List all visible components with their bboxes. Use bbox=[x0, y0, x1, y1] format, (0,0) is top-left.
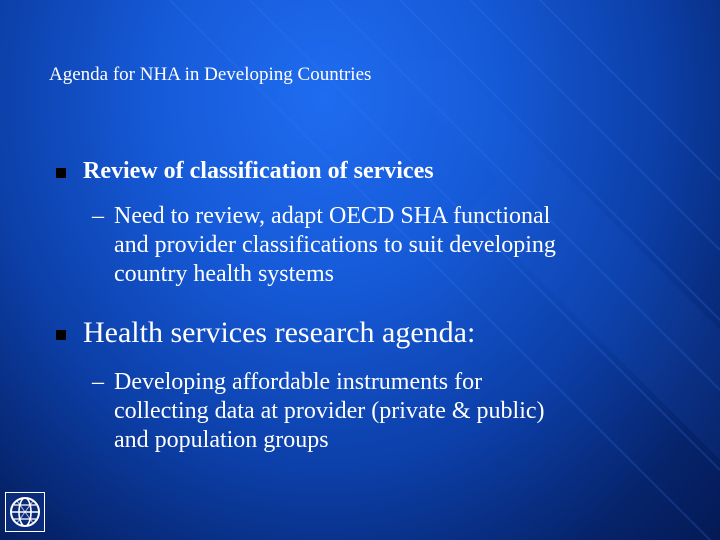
sub-bullet-1-line-2: and provider classifications to suit developing bbox=[114, 232, 556, 258]
square-bullet-icon bbox=[56, 330, 66, 340]
sub-bullet-1-line-3: country health systems bbox=[114, 261, 334, 287]
sub-bullet-2-line-1: Developing affordable instruments for bbox=[114, 369, 483, 395]
slide-title: Agenda for NHA in Developing Countries bbox=[49, 64, 372, 85]
sub-bullet-2-text bbox=[114, 368, 704, 455]
sub-bullet-2-line-2: collecting data at provider (private & public) bbox=[114, 398, 545, 424]
dash-marker: – bbox=[92, 203, 104, 229]
sub-bullet-2-line-3: and population groups bbox=[114, 427, 329, 453]
bullet-item-1: Review of classification of services bbox=[83, 158, 434, 184]
dash-marker: – bbox=[92, 369, 104, 395]
sub-bullet-1-text bbox=[114, 202, 704, 289]
bullet-item-2: Health services research agenda: bbox=[83, 316, 476, 349]
square-bullet-icon bbox=[56, 168, 66, 178]
world-bank-globe-logo-icon bbox=[5, 492, 45, 532]
sub-bullet-1 bbox=[92, 202, 702, 287]
sub-bullet-2 bbox=[92, 368, 702, 453]
sub-bullet-1-line-1: Need to review, adapt OECD SHA functional bbox=[114, 203, 551, 229]
